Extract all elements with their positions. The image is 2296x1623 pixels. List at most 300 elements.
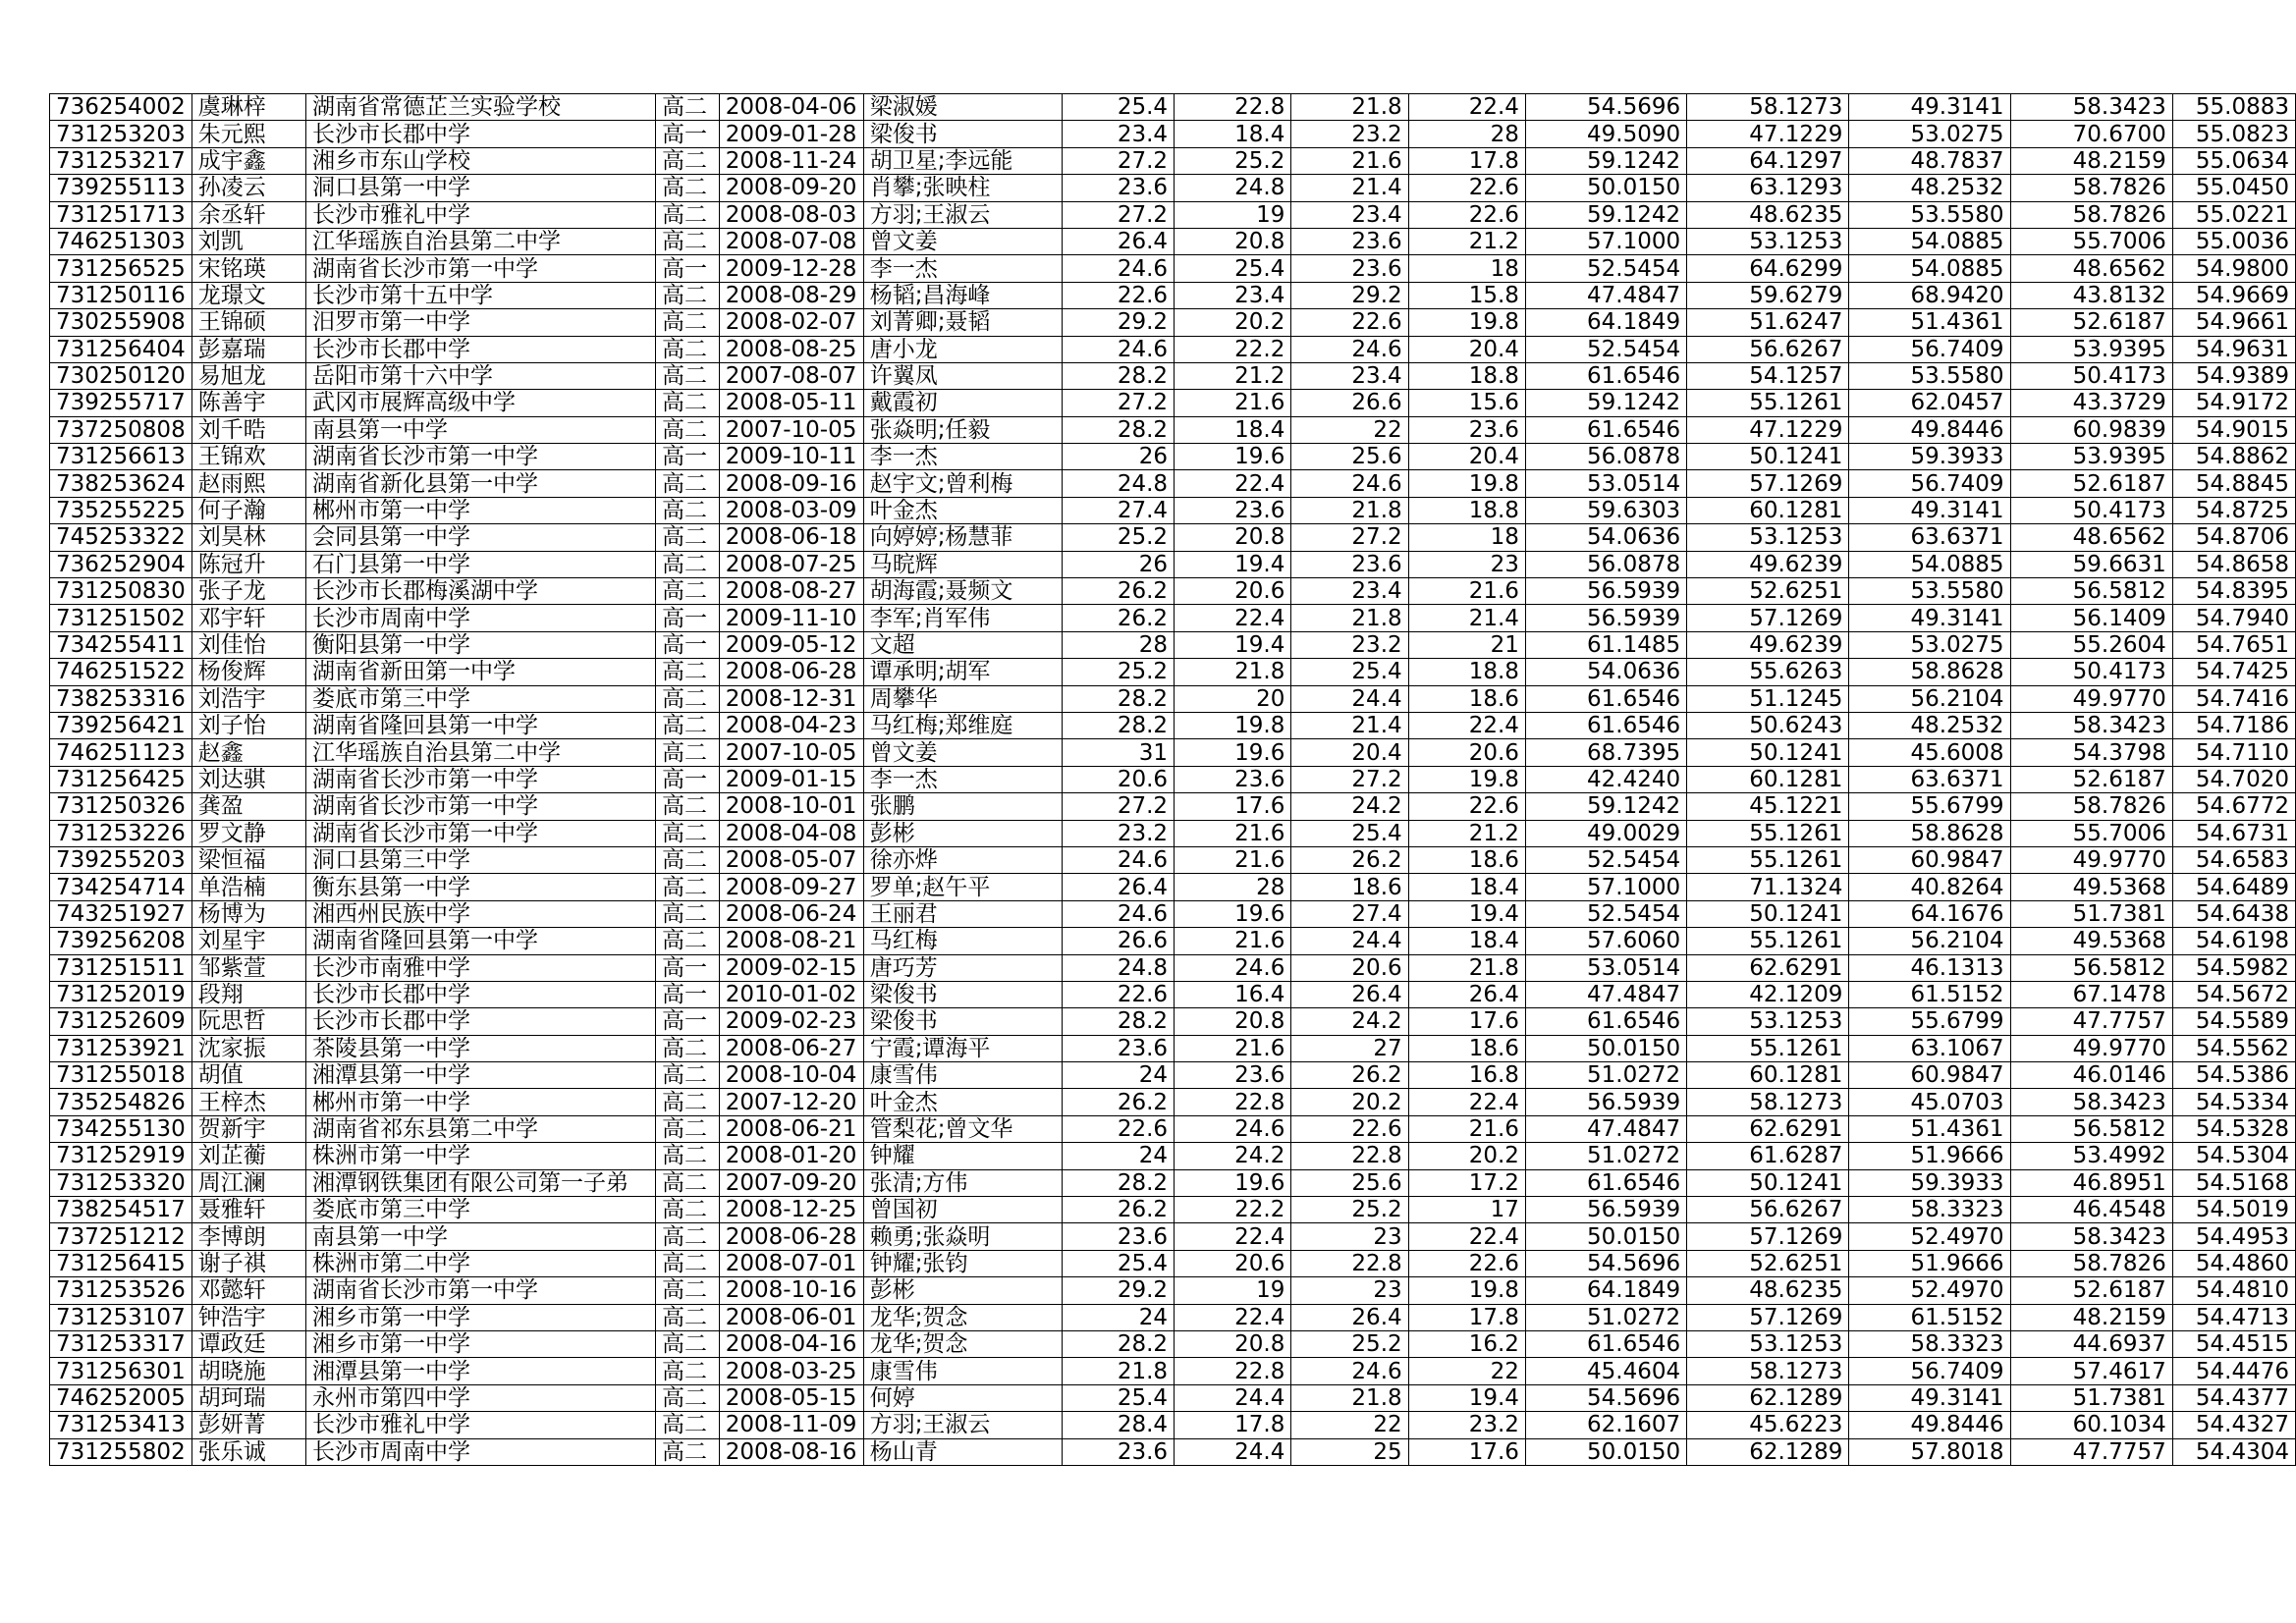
cell-total-score: 54.8862 — [2172, 444, 2295, 470]
cell-school: 湖南省新田第一中学 — [306, 659, 656, 685]
cell-total-score: 54.5328 — [2172, 1115, 2295, 1142]
cell-student-name: 聂雅轩 — [191, 1197, 305, 1223]
cell-std-score-3: 63.6371 — [1849, 766, 2010, 792]
table-row — [50, 1062, 2296, 1089]
cell-score-3: 23 — [1291, 1277, 1408, 1304]
cell-std-score-2: 50.1241 — [1687, 444, 1849, 470]
cell-teacher: 马红梅;郑维庭 — [863, 712, 1062, 738]
cell-birth-date: 2007-09-20 — [719, 1169, 863, 1196]
cell-total-score: 54.5982 — [2172, 954, 2295, 981]
cell-std-score-4: 58.3423 — [2010, 1089, 2172, 1115]
cell-score-4: 26.4 — [1408, 981, 1525, 1007]
cell-score-4: 21.8 — [1408, 954, 1525, 981]
cell-score-4: 21.6 — [1408, 578, 1525, 605]
cell-std-score-2: 51.1245 — [1687, 685, 1849, 712]
cell-student-id: 731253921 — [50, 1035, 192, 1061]
cell-student-name: 刘佳怡 — [191, 631, 305, 658]
cell-birth-date: 2008-03-25 — [719, 1358, 863, 1384]
cell-score-1: 26.2 — [1062, 578, 1175, 605]
cell-school: 南县第一中学 — [306, 1223, 656, 1250]
cell-total-score: 54.4860 — [2172, 1250, 2295, 1276]
cell-birth-date: 2009-01-28 — [719, 121, 863, 147]
cell-std-score-4: 67.1478 — [2010, 981, 2172, 1007]
cell-score-2: 19.4 — [1175, 631, 1291, 658]
cell-student-id: 739255203 — [50, 846, 192, 873]
cell-birth-date: 2008-06-18 — [719, 524, 863, 551]
cell-teacher: 钟耀;张钧 — [863, 1250, 1062, 1276]
cell-std-score-2: 60.1281 — [1687, 1062, 1849, 1089]
cell-total-score: 54.9631 — [2172, 336, 2295, 362]
cell-score-3: 25.2 — [1291, 1330, 1408, 1357]
cell-score-3: 24.6 — [1291, 470, 1408, 497]
cell-teacher: 徐亦烨 — [863, 846, 1062, 873]
cell-birth-date: 2008-08-25 — [719, 336, 863, 362]
cell-std-score-1: 49.5090 — [1525, 121, 1686, 147]
cell-score-3: 27.2 — [1291, 524, 1408, 551]
cell-school: 长沙市长郡中学 — [306, 981, 656, 1007]
cell-score-4: 23 — [1408, 551, 1525, 577]
cell-score-2: 21.8 — [1175, 659, 1291, 685]
cell-std-score-2: 62.1289 — [1687, 1384, 1849, 1411]
cell-std-score-2: 55.1261 — [1687, 390, 1849, 416]
cell-std-score-2: 62.6291 — [1687, 954, 1849, 981]
cell-std-score-3: 53.5580 — [1849, 578, 2010, 605]
cell-score-1: 24 — [1062, 1304, 1175, 1330]
cell-std-score-2: 53.1253 — [1687, 524, 1849, 551]
cell-score-1: 27.2 — [1062, 390, 1175, 416]
cell-score-2: 22.8 — [1175, 1089, 1291, 1115]
cell-score-3: 24.2 — [1291, 793, 1408, 820]
cell-score-3: 23.4 — [1291, 578, 1408, 605]
cell-teacher: 刘菁卿;聂韬 — [863, 309, 1062, 336]
cell-school: 湘西州民族中学 — [306, 900, 656, 927]
cell-student-id: 731252919 — [50, 1143, 192, 1169]
cell-teacher: 钟耀 — [863, 1143, 1062, 1169]
table-row — [50, 1169, 2296, 1196]
cell-score-2: 21.2 — [1175, 362, 1291, 389]
cell-score-1: 25.2 — [1062, 524, 1175, 551]
cell-teacher: 康雪伟 — [863, 1062, 1062, 1089]
cell-std-score-3: 61.5152 — [1849, 981, 2010, 1007]
cell-teacher: 赖勇;张焱明 — [863, 1223, 1062, 1250]
cell-grade: 高二 — [655, 147, 719, 174]
cell-student-name: 成宇鑫 — [191, 147, 305, 174]
cell-std-score-4: 43.8132 — [2010, 282, 2172, 308]
cell-std-score-2: 55.1261 — [1687, 846, 1849, 873]
cell-teacher: 龙华;贺念 — [863, 1304, 1062, 1330]
cell-student-name: 刘千晧 — [191, 416, 305, 443]
cell-std-score-4: 56.5812 — [2010, 954, 2172, 981]
cell-std-score-1: 61.6546 — [1525, 416, 1686, 443]
cell-total-score: 54.6438 — [2172, 900, 2295, 927]
cell-birth-date: 2008-09-27 — [719, 874, 863, 900]
cell-teacher: 罗单;赵午平 — [863, 874, 1062, 900]
cell-std-score-3: 49.8446 — [1849, 1412, 2010, 1438]
cell-school: 湘潭县第一中学 — [306, 1358, 656, 1384]
table-row — [50, 444, 2296, 470]
cell-std-score-1: 52.5454 — [1525, 336, 1686, 362]
cell-birth-date: 2008-04-06 — [719, 94, 863, 121]
cell-std-score-4: 47.7757 — [2010, 1438, 2172, 1465]
cell-std-score-1: 56.5939 — [1525, 605, 1686, 631]
cell-std-score-3: 49.3141 — [1849, 497, 2010, 523]
cell-score-3: 22.6 — [1291, 1115, 1408, 1142]
cell-score-4: 21.2 — [1408, 820, 1525, 846]
cell-score-2: 23.6 — [1175, 1062, 1291, 1089]
cell-student-name: 孙凌云 — [191, 175, 305, 201]
cell-std-score-4: 58.3423 — [2010, 94, 2172, 121]
cell-std-score-4: 44.6937 — [2010, 1330, 2172, 1357]
cell-std-score-1: 61.6546 — [1525, 712, 1686, 738]
cell-teacher: 杨韬;昌海峰 — [863, 282, 1062, 308]
cell-score-1: 29.2 — [1062, 1277, 1175, 1304]
cell-teacher: 杨山青 — [863, 1438, 1062, 1465]
cell-std-score-3: 60.9847 — [1849, 846, 2010, 873]
cell-std-score-4: 60.9839 — [2010, 416, 2172, 443]
cell-total-score: 54.8706 — [2172, 524, 2295, 551]
cell-std-score-4: 48.2159 — [2010, 147, 2172, 174]
table-row — [50, 1304, 2296, 1330]
cell-score-3: 23.2 — [1291, 631, 1408, 658]
cell-std-score-2: 50.1241 — [1687, 739, 1849, 766]
cell-student-name: 邹紫萱 — [191, 954, 305, 981]
cell-std-score-3: 51.9666 — [1849, 1143, 2010, 1169]
cell-score-1: 28.4 — [1062, 1412, 1175, 1438]
cell-std-score-1: 56.0878 — [1525, 551, 1686, 577]
cell-teacher: 何婷 — [863, 1384, 1062, 1411]
cell-student-id: 731256613 — [50, 444, 192, 470]
cell-student-name: 周江澜 — [191, 1169, 305, 1196]
cell-student-id: 730255908 — [50, 309, 192, 336]
cell-score-1: 25.4 — [1062, 1384, 1175, 1411]
cell-std-score-1: 59.1242 — [1525, 793, 1686, 820]
cell-std-score-2: 53.1253 — [1687, 1330, 1849, 1357]
cell-std-score-2: 50.1241 — [1687, 1169, 1849, 1196]
table-row — [50, 362, 2296, 389]
cell-student-id: 731251502 — [50, 605, 192, 631]
cell-birth-date: 2008-10-04 — [719, 1062, 863, 1089]
cell-student-id: 731250830 — [50, 578, 192, 605]
cell-grade: 高二 — [655, 497, 719, 523]
cell-teacher: 张焱明;任毅 — [863, 416, 1062, 443]
cell-score-4: 15.6 — [1408, 390, 1525, 416]
cell-total-score: 54.8395 — [2172, 578, 2295, 605]
cell-std-score-1: 56.5939 — [1525, 1197, 1686, 1223]
cell-student-id: 731251511 — [50, 954, 192, 981]
cell-student-name: 张子龙 — [191, 578, 305, 605]
cell-student-id: 731256415 — [50, 1250, 192, 1276]
cell-student-name: 刘子怡 — [191, 712, 305, 738]
cell-score-3: 20.6 — [1291, 954, 1408, 981]
cell-score-2: 19 — [1175, 201, 1291, 228]
cell-std-score-2: 56.6267 — [1687, 336, 1849, 362]
table-row — [50, 631, 2296, 658]
cell-std-score-1: 50.0150 — [1525, 1223, 1686, 1250]
cell-total-score: 54.4377 — [2172, 1384, 2295, 1411]
cell-std-score-3: 62.0457 — [1849, 390, 2010, 416]
cell-teacher: 许翼凤 — [863, 362, 1062, 389]
cell-std-score-2: 55.1261 — [1687, 820, 1849, 846]
cell-score-3: 24.4 — [1291, 685, 1408, 712]
cell-score-3: 20.4 — [1291, 739, 1408, 766]
cell-std-score-1: 45.4604 — [1525, 1358, 1686, 1384]
cell-score-2: 19.8 — [1175, 712, 1291, 738]
cell-score-1: 23.6 — [1062, 175, 1175, 201]
cell-score-3: 27 — [1291, 1035, 1408, 1061]
cell-std-score-2: 61.6287 — [1687, 1143, 1849, 1169]
cell-grade: 高二 — [655, 470, 719, 497]
cell-total-score: 54.8725 — [2172, 497, 2295, 523]
cell-student-name: 刘达骐 — [191, 766, 305, 792]
cell-grade: 高二 — [655, 175, 719, 201]
cell-std-score-4: 54.3798 — [2010, 739, 2172, 766]
cell-birth-date: 2008-01-20 — [719, 1143, 863, 1169]
cell-student-name: 李博朗 — [191, 1223, 305, 1250]
cell-std-score-1: 51.0272 — [1525, 1062, 1686, 1089]
cell-score-4: 21.6 — [1408, 1115, 1525, 1142]
cell-score-3: 21.4 — [1291, 712, 1408, 738]
table-row — [50, 578, 2296, 605]
cell-std-score-2: 52.6251 — [1687, 1250, 1849, 1276]
cell-score-2: 21.6 — [1175, 928, 1291, 954]
cell-score-2: 22.4 — [1175, 1223, 1291, 1250]
cell-school: 湖南省隆回县第一中学 — [306, 712, 656, 738]
cell-score-1: 27.2 — [1062, 201, 1175, 228]
cell-score-3: 21.8 — [1291, 605, 1408, 631]
cell-student-name: 刘芷蘅 — [191, 1143, 305, 1169]
cell-total-score: 54.6731 — [2172, 820, 2295, 846]
cell-grade: 高二 — [655, 793, 719, 820]
cell-student-name: 邓宇轩 — [191, 605, 305, 631]
cell-score-3: 25.4 — [1291, 659, 1408, 685]
cell-score-1: 24.6 — [1062, 846, 1175, 873]
cell-teacher: 龙华;贺念 — [863, 1330, 1062, 1357]
cell-std-score-3: 48.2532 — [1849, 712, 2010, 738]
cell-total-score: 54.5019 — [2172, 1197, 2295, 1223]
cell-std-score-2: 54.1257 — [1687, 362, 1849, 389]
cell-student-name: 杨俊辉 — [191, 659, 305, 685]
cell-birth-date: 2008-10-16 — [719, 1277, 863, 1304]
cell-total-score: 54.8658 — [2172, 551, 2295, 577]
cell-std-score-4: 60.1034 — [2010, 1412, 2172, 1438]
table-row — [50, 1089, 2296, 1115]
cell-score-1: 26.2 — [1062, 1089, 1175, 1115]
cell-score-4: 22.6 — [1408, 793, 1525, 820]
cell-school: 长沙市雅礼中学 — [306, 1412, 656, 1438]
table-row — [50, 121, 2296, 147]
cell-score-3: 22 — [1291, 416, 1408, 443]
cell-score-2: 22.8 — [1175, 94, 1291, 121]
cell-std-score-4: 47.7757 — [2010, 1008, 2172, 1035]
cell-teacher: 梁俊书 — [863, 1008, 1062, 1035]
cell-student-id: 746251303 — [50, 228, 192, 254]
cell-student-id: 738254517 — [50, 1197, 192, 1223]
cell-score-3: 21.8 — [1291, 1384, 1408, 1411]
cell-student-id: 746251522 — [50, 659, 192, 685]
cell-score-1: 27.2 — [1062, 793, 1175, 820]
cell-score-2: 23.6 — [1175, 497, 1291, 523]
cell-school: 郴州市第一中学 — [306, 497, 656, 523]
cell-std-score-2: 57.1269 — [1687, 605, 1849, 631]
cell-score-3: 26.2 — [1291, 846, 1408, 873]
cell-std-score-4: 43.3729 — [2010, 390, 2172, 416]
cell-score-2: 19.6 — [1175, 900, 1291, 927]
cell-score-3: 25.6 — [1291, 1169, 1408, 1196]
cell-score-4: 17.6 — [1408, 1438, 1525, 1465]
cell-grade: 高二 — [655, 1384, 719, 1411]
cell-student-id: 731255018 — [50, 1062, 192, 1089]
table-body — [50, 94, 2296, 1466]
cell-score-3: 23 — [1291, 1223, 1408, 1250]
cell-std-score-3: 49.3141 — [1849, 1384, 2010, 1411]
cell-score-2: 22.4 — [1175, 1304, 1291, 1330]
cell-teacher: 张鹏 — [863, 793, 1062, 820]
cell-std-score-2: 48.6235 — [1687, 201, 1849, 228]
cell-std-score-2: 58.1273 — [1687, 1089, 1849, 1115]
cell-score-2: 24.4 — [1175, 1438, 1291, 1465]
cell-teacher: 马晥辉 — [863, 551, 1062, 577]
cell-score-2: 18.4 — [1175, 121, 1291, 147]
cell-school: 南县第一中学 — [306, 416, 656, 443]
table-row — [50, 147, 2296, 174]
table-row — [50, 201, 2296, 228]
cell-student-name: 陈冠升 — [191, 551, 305, 577]
cell-total-score: 54.5562 — [2172, 1035, 2295, 1061]
cell-total-score: 55.0823 — [2172, 121, 2295, 147]
cell-score-4: 19.8 — [1408, 470, 1525, 497]
cell-student-name: 段翔 — [191, 981, 305, 1007]
cell-std-score-3: 60.9847 — [1849, 1062, 2010, 1089]
cell-total-score: 54.7416 — [2172, 685, 2295, 712]
cell-student-id: 739256421 — [50, 712, 192, 738]
cell-std-score-2: 42.1209 — [1687, 981, 1849, 1007]
cell-std-score-3: 64.1676 — [1849, 900, 2010, 927]
cell-student-id: 739255113 — [50, 175, 192, 201]
cell-birth-date: 2008-06-01 — [719, 1304, 863, 1330]
cell-school: 湖南省长沙市第一中学 — [306, 444, 656, 470]
cell-student-id: 737251212 — [50, 1223, 192, 1250]
cell-score-1: 28.2 — [1062, 685, 1175, 712]
cell-student-name: 赵雨熙 — [191, 470, 305, 497]
cell-grade: 高二 — [655, 1250, 719, 1276]
cell-birth-date: 2008-09-20 — [719, 175, 863, 201]
cell-std-score-3: 57.8018 — [1849, 1438, 2010, 1465]
cell-school: 湘潭县第一中学 — [306, 1062, 656, 1089]
cell-score-1: 27.2 — [1062, 147, 1175, 174]
cell-student-name: 王锦欢 — [191, 444, 305, 470]
cell-score-1: 24.8 — [1062, 954, 1175, 981]
cell-grade: 高二 — [655, 94, 719, 121]
cell-score-3: 23.4 — [1291, 201, 1408, 228]
cell-student-id: 746251123 — [50, 739, 192, 766]
cell-score-4: 20.2 — [1408, 1143, 1525, 1169]
cell-std-score-3: 49.8446 — [1849, 416, 2010, 443]
cell-birth-date: 2007-10-05 — [719, 416, 863, 443]
cell-score-3: 21.8 — [1291, 497, 1408, 523]
cell-school: 株洲市第二中学 — [306, 1250, 656, 1276]
cell-birth-date: 2008-07-08 — [719, 228, 863, 254]
cell-score-1: 25.4 — [1062, 1250, 1175, 1276]
cell-school: 湘潭钢铁集团有限公司第一子弟 — [306, 1169, 656, 1196]
cell-birth-date: 2009-12-28 — [719, 255, 863, 282]
cell-total-score: 54.5589 — [2172, 1008, 2295, 1035]
cell-score-3: 22.6 — [1291, 309, 1408, 336]
cell-total-score: 54.6198 — [2172, 928, 2295, 954]
cell-score-1: 25.2 — [1062, 659, 1175, 685]
cell-score-2: 22.8 — [1175, 1358, 1291, 1384]
cell-std-score-2: 49.6239 — [1687, 551, 1849, 577]
cell-school: 娄底市第三中学 — [306, 1197, 656, 1223]
cell-birth-date: 2008-08-29 — [719, 282, 863, 308]
cell-std-score-2: 45.6223 — [1687, 1412, 1849, 1438]
cell-std-score-4: 49.9770 — [2010, 1035, 2172, 1061]
cell-std-score-3: 56.7409 — [1849, 1358, 2010, 1384]
cell-score-3: 24.2 — [1291, 1008, 1408, 1035]
cell-std-score-2: 71.1324 — [1687, 874, 1849, 900]
cell-score-1: 23.4 — [1062, 121, 1175, 147]
table-row — [50, 416, 2296, 443]
cell-score-4: 23.6 — [1408, 416, 1525, 443]
cell-std-score-1: 47.4847 — [1525, 1115, 1686, 1142]
cell-grade: 高一 — [655, 121, 719, 147]
cell-total-score: 54.7425 — [2172, 659, 2295, 685]
cell-score-2: 21.6 — [1175, 1035, 1291, 1061]
cell-score-2: 20.8 — [1175, 1008, 1291, 1035]
cell-student-name: 阮思哲 — [191, 1008, 305, 1035]
cell-std-score-1: 61.6546 — [1525, 1008, 1686, 1035]
cell-grade: 高二 — [655, 1062, 719, 1089]
cell-score-2: 23.4 — [1175, 282, 1291, 308]
cell-score-3: 25.4 — [1291, 820, 1408, 846]
cell-teacher: 康雪伟 — [863, 1358, 1062, 1384]
cell-std-score-4: 52.6187 — [2010, 309, 2172, 336]
cell-std-score-1: 61.6546 — [1525, 1330, 1686, 1357]
cell-school: 长沙市长郡中学 — [306, 121, 656, 147]
cell-teacher: 马红梅 — [863, 928, 1062, 954]
cell-std-score-1: 54.5696 — [1525, 1384, 1686, 1411]
cell-score-1: 28.2 — [1062, 1330, 1175, 1357]
cell-school: 湖南省祁东县第二中学 — [306, 1115, 656, 1142]
cell-student-id: 731255802 — [50, 1438, 192, 1465]
cell-grade: 高一 — [655, 444, 719, 470]
cell-score-4: 18.6 — [1408, 846, 1525, 873]
cell-std-score-1: 52.5454 — [1525, 846, 1686, 873]
cell-score-2: 20.6 — [1175, 1250, 1291, 1276]
cell-std-score-1: 50.0150 — [1525, 1035, 1686, 1061]
cell-teacher: 王丽君 — [863, 900, 1062, 927]
cell-student-name: 赵鑫 — [191, 739, 305, 766]
cell-birth-date: 2008-04-23 — [719, 712, 863, 738]
cell-student-name: 陈善宇 — [191, 390, 305, 416]
cell-score-3: 21.8 — [1291, 94, 1408, 121]
table-row — [50, 255, 2296, 282]
cell-score-2: 20.2 — [1175, 309, 1291, 336]
cell-std-score-2: 47.1229 — [1687, 416, 1849, 443]
cell-std-score-3: 53.5580 — [1849, 201, 2010, 228]
cell-std-score-1: 47.4847 — [1525, 981, 1686, 1007]
cell-std-score-1: 59.1242 — [1525, 201, 1686, 228]
cell-teacher: 曾文姜 — [863, 228, 1062, 254]
cell-score-3: 25.2 — [1291, 1197, 1408, 1223]
cell-std-score-4: 53.9395 — [2010, 336, 2172, 362]
cell-score-2: 24.4 — [1175, 1384, 1291, 1411]
cell-teacher: 方羽;王淑云 — [863, 1412, 1062, 1438]
cell-std-score-4: 46.0146 — [2010, 1062, 2172, 1089]
table-row — [50, 659, 2296, 685]
cell-score-2: 23.6 — [1175, 766, 1291, 792]
cell-grade: 高二 — [655, 820, 719, 846]
cell-std-score-3: 56.2104 — [1849, 685, 2010, 712]
